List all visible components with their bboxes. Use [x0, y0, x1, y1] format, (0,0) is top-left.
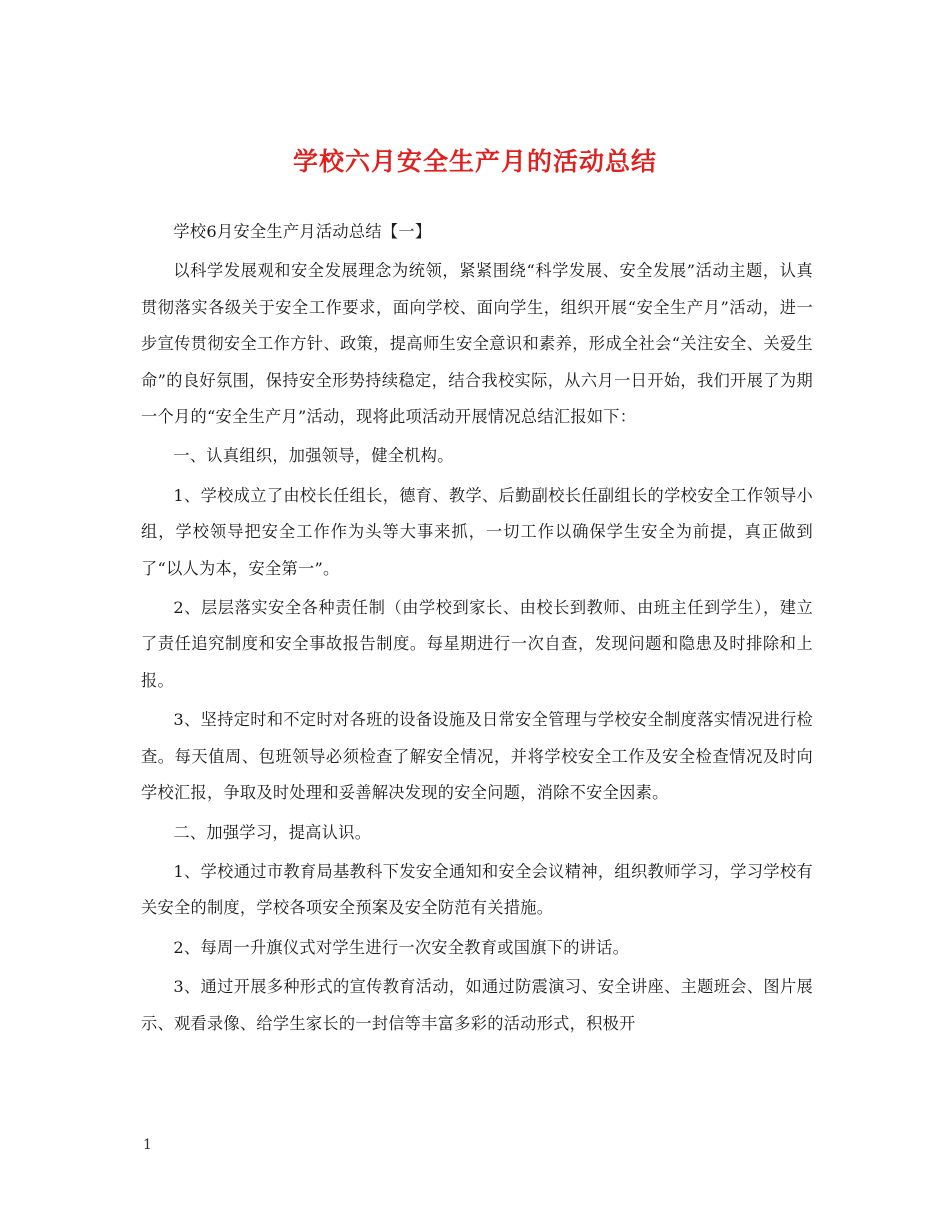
- paragraph-item: 1、学校通过市教育局基教科下发安全通知和安全会议精神，组织教师学习，学习学校有关安全的制度，学校各项安全预案及安全防范有关措施。: [141, 861, 813, 918]
- section-heading-2: 二、加强学习，提高认识。: [173, 822, 372, 842]
- paragraph-intro: 以科学发展观和安全发展理念为统领，紧紧围绕“科学发展、安全发展”活动主题，认真贯彻落实各级关于安全工作要求，面向学校、面向学生，组织开展“安全生产月”活动，进一步宣传贯彻安全工作方针、政策，提高师生安全意识和素养，形成全社会“关注安全、关爱生命”的良好氛围，保持安全形势持续稳定，结合我校实际，从六月一日开始，我们开展了为期一个月的“安全生产月”活动，现将此项活动开展情况总结汇报如下：: [141, 261, 813, 427]
- section-heading-1: 一、认真组织，加强领导，健全机构。: [173, 446, 454, 466]
- paragraph-item: 1、学校成立了由校长任组长，德育、教学、后勤副校长任副组长的学校安全工作领导小组，学校领导把安全工作作为头等大事来抓，一切工作以确保学生安全为前提，真正做到了“以人为本，安全第一”。: [141, 485, 813, 578]
- paragraph-item: 3、坚持定时和不定时对各班的设备设施及日常安全管理与学校安全制度落实情况进行检查。每天值周、包班领导必须检查了解安全情况，并将学校安全工作及安全检查情况及时向学校汇报，争取及时处理和妥善解决发现的安全问题，消除不安全因素。: [141, 710, 813, 803]
- paragraph-subtitle: 学校6月安全生产月活动总结【一】: [173, 222, 432, 241]
- paragraph-item: 3、通过开展多种形式的宣传教育活动，如通过防震演习、安全讲座、主题班会、图片展示、观看录像、给学生家长的一封信等丰富多彩的活动形式，积极开: [141, 977, 813, 1033]
- paragraph-item: 2、层层落实安全各种责任制（由学校到家长、由校长到教师、由班主任到学生），建立了责任追究制度和安全事故报告制度。每星期进行一次自查，发现问题和隐患及时排除和上报。: [141, 598, 813, 690]
- document-body: [141, 214, 813, 1045]
- paragraph-item: 2、每周一升旗仪式对学生进行一次安全教育或国旗下的讲话。: [173, 937, 630, 957]
- document-title: 学校六月安全生产月的活动总结: [292, 147, 657, 176]
- page-number: 1: [143, 1137, 152, 1153]
